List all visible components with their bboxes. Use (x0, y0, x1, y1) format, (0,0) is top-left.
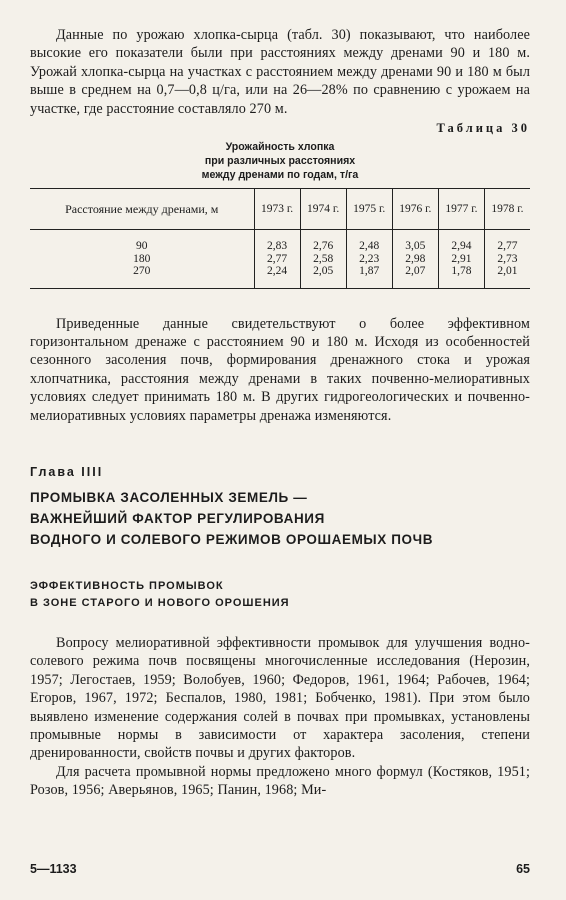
header-year: 1978 г. (484, 189, 530, 230)
row-distance: 90 (136, 240, 148, 253)
table-cell: 2,48 (346, 240, 392, 253)
table-row (30, 265, 530, 278)
table-cell: 2,07 (392, 265, 438, 278)
section-title-line: ЭФФЕКТИВНОСТЬ ПРОМЫВОК (30, 579, 224, 592)
table-cell: 2,83 (254, 240, 300, 253)
table-cell: 2,24 (254, 265, 300, 278)
section-paragraph-1: Вопросу мелиоративной эффективности промывок для улучшения водно-солевого режима почв посвящены многочисленные исследования (Нерозин, 1957; Легостаев, 1959; Волобуев, 1960; Федоров, 1961, 1964; Рабочев, 1964; Егоров, 1967, 1972; Беспалов, 1980, 1981; Бобченко, 1981). При этом было выявлено изменение содержания солей в почвах при промывках, установлены промывные нормы в зависимости от характера засоления, степени дренированности, свойств почвы и других факторов. (30, 634, 530, 762)
table-title-line: при различных расстояниях (204, 155, 356, 168)
table-title-line: между дренами по годам, т/га (201, 169, 359, 182)
section-title (30, 578, 530, 612)
table-cell: 2,58 (300, 253, 346, 266)
header-year: 1976 г. (392, 189, 438, 230)
row-distance: 180 (133, 252, 151, 265)
chapter-title-line: ВОДНОГО И СОЛЕВОГО РЕЖИМОВ ОРОШАЕМЫХ ПОЧВ (30, 531, 434, 547)
table-cell: 2,77 (254, 253, 300, 266)
chapter-title-line: ВАЖНЕЙШИЙ ФАКТОР РЕГУЛИРОВАНИЯ (30, 510, 325, 526)
table-title (30, 140, 530, 182)
table-cell: 1,87 (346, 265, 392, 278)
chapter-label: Глава IIII (30, 464, 104, 479)
page-number: 65 (516, 862, 530, 876)
table-cell: 1,78 (438, 265, 484, 278)
table-cell: 2,98 (392, 253, 438, 266)
table-caption: Таблица 30 (436, 121, 530, 136)
table-row (30, 240, 530, 253)
table-cell: 3,05 (392, 240, 438, 253)
table-cell: 2,01 (484, 265, 530, 278)
table-cell: 2,77 (484, 240, 530, 253)
intro-paragraph: Данные по урожаю хлопка-сырца (табл. 30) показывают, что наиболее высокие его показатели были при расстояниях между дренами 90 и 180 м. Урожай хлопка-сырца на участках с расстоянием между дренами 90 и 180 м был выше в среднем на 0,7—0,8 ц/га, или на 26—28% по сравнению с урожаем на участке, где расстояние составляло 270 м. (30, 27, 530, 117)
page-body (30, 26, 530, 800)
header-year: 1973 г. (254, 189, 300, 230)
table-cell: 2,23 (346, 253, 392, 266)
conclusion-paragraph: Приведенные данные свидетельствуют о более эффективном горизонтальном дренаже с расстоянием 90 и 180 м. Исходя из особенностей сезонного засоления почв, формирования дренажного стока и урожая хлопчатника, расстояния между дренами в таких почвенно-мелиоративных условиях следует принимать 180 м. В других гидрогеологических и почвенно-мелиоративных условиях параметры дренажа изменяются. (30, 315, 530, 424)
yield-table (30, 188, 530, 289)
header-year: 1975 г. (346, 189, 392, 230)
row-distance: 270 (133, 265, 151, 278)
table-cell: 2,94 (438, 240, 484, 253)
header-year: 1974 г. (300, 189, 346, 230)
section-paragraph-2: Для расчета промывной нормы предложено много формул (Костяков, 1951; Розов, 1956; Аверьянов, 1965; Панин, 1968; Ми- (30, 763, 530, 799)
chapter-title-line: ПРОМЫВКА ЗАСОЛЕННЫХ ЗЕМЕЛЬ — (30, 489, 308, 505)
section-title-line: В ЗОНЕ СТАРОГО И НОВОГО ОРОШЕНИЯ (30, 596, 290, 609)
table-cell: 2,91 (438, 253, 484, 266)
header-distance: Расстояние между дренами, м (30, 189, 254, 230)
table-cell: 2,76 (300, 240, 346, 253)
table-cell: 2,73 (484, 253, 530, 266)
table-row (30, 253, 530, 266)
table-header-row (30, 189, 530, 230)
header-year: 1977 г. (438, 189, 484, 230)
chapter-title (30, 487, 530, 550)
table-cell: 2,05 (300, 265, 346, 278)
printer-signature: 5—1133 (30, 862, 77, 876)
table-title-line: Урожайность хлопка (225, 141, 335, 154)
